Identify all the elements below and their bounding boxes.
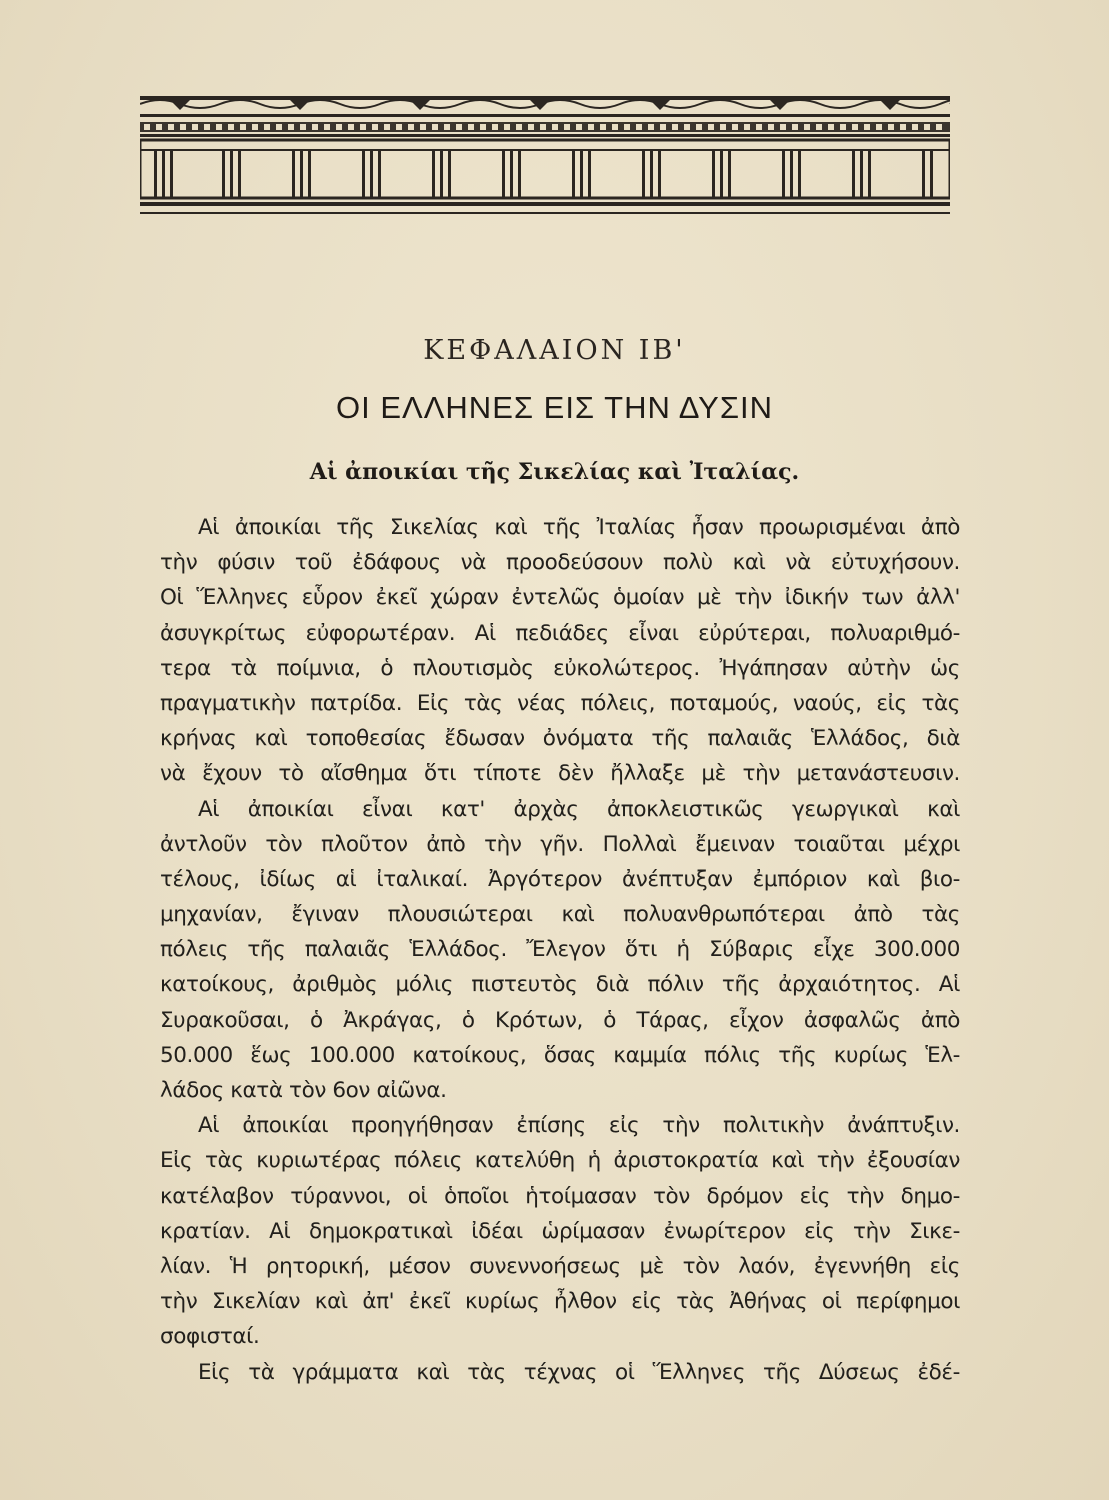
greek-frieze-ornament	[140, 92, 950, 220]
text-line: πραγματικὴν πατρίδα. Εἰς τὰς νέας πόλεις, ποταμούς, ναούς, εἰς τὰς	[160, 690, 960, 716]
page-title: ΟΙ ΕΛΛΗΝΕΣ ΕΙΣ ΤΗΝ ΔΥΣΙΝ	[335, 390, 774, 425]
text-line: κρήνας καὶ τοποθεσίας ἔδωσαν ὀνόματα τῆς παλαιᾶς Ἑλλάδος, διὰ	[160, 726, 960, 752]
text-line: τέλους, ἰδίως αἱ ἰταλικαί. Ἀργότερον ἀνέπτυξαν ἐμπόριον καὶ βιο-	[160, 866, 960, 892]
chapter-heading: ΚΕΦΑΛΑΙΟΝ ΙΒ'	[423, 335, 686, 366]
text-line: τερα τὰ ποίμνια, ὁ πλουτισμὸς εὐκολώτερος. Ἠγάπησαν αὐτὴν ὡς	[160, 655, 960, 681]
text-line: Αἱ ἀποικίαι τῆς Σικελίας καὶ τῆς Ἰταλίας ἦσαν προωρισμέναι ἀπὸ	[198, 515, 960, 540]
text-line: Οἱ Ἕλληνες εὗρον ἐκεῖ χώραν ἐντελῶς ὁμοίαν μὲ τὴν ἰδικήν των ἀλλ'	[160, 585, 960, 611]
text-line: λάδος κατὰ τὸν 6ον αἰῶνα.	[160, 1078, 447, 1103]
text-line: ἀντλοῦν τὸν πλοῦτον ἀπὸ τὴν γῆν. Πολλαὶ ἔμειναν τοιαῦται μέχρι	[160, 831, 960, 857]
text-line: λίαν. Ἡ ρητορική, μέσον συνεννοήσεως μὲ τὸν λαόν, ἐγεννήθη εἰς	[160, 1253, 960, 1279]
text-line: πόλεις τῆς παλαιᾶς Ἑλλάδος. Ἔλεγον ὅτι ἡ Σύβαρις εἶχε 300.000	[160, 937, 960, 963]
paragraph	[160, 792, 960, 1109]
text-line: Συρακοῦσαι, ὁ Ἀκράγας, ὁ Κρότων, ὁ Τάρας, εἶχον ἀσφαλῶς ἀπὸ	[160, 1007, 960, 1033]
text-line: νὰ ἔχουν τὸ αἴσθημα ὅτι τίποτε δὲν ἤλλαξε μὲ τὴν μετανάστευσιν.	[160, 761, 960, 787]
text-line: τὴν φύσιν τοῦ ἐδάφους νὰ προοδεύσουν πολὺ καὶ νὰ εὐτυχήσουν.	[160, 550, 960, 576]
body-text	[160, 510, 960, 1390]
text-line: Εἰς τὰ γράμματα καὶ τὰς τέχνας οἱ Ἕλληνες τῆς Δύσεως ἐδέ-	[198, 1359, 960, 1385]
paragraph	[160, 510, 960, 792]
text-line: Αἱ ἀποικίαι εἶναι κατ' ἀρχὰς ἀποκλειστικῶς γεωργικαὶ καὶ	[198, 796, 960, 822]
text-line: τὴν Σικελίαν καὶ ἀπ' ἐκεῖ κυρίως ἦλθον εἰς τὰς Ἀθήνας οἱ περίφημοι	[160, 1289, 960, 1315]
text-line: Αἱ ἀποικίαι προηγήθησαν ἐπίσης εἰς τὴν πολιτικὴν ἀνάπτυξιν.	[198, 1113, 960, 1139]
text-line: 50.000 ἕως 100.000 κατοίκους, ὅσας καμμία πόλις τῆς κυρίως Ἑλ-	[160, 1042, 960, 1068]
text-line: σοφισταί.	[160, 1324, 260, 1350]
section-heading: Αἱ ἀποικίαι τῆς Σικελίας καὶ Ἰταλίας.	[309, 459, 800, 485]
text-line: μηχανίαν, ἔγιναν πλουσιώτεραι καὶ πολυανθρωπότεραι ἀπὸ τὰς	[160, 902, 960, 928]
text-line: Εἰς τὰς κυριωτέρας πόλεις κατελύθη ἡ ἀριστοκρατία καὶ τὴν ἐξουσίαν	[160, 1148, 960, 1174]
text-line: ἀσυγκρίτως εὐφορωτέραν. Αἱ πεδιάδες εἶναι εὐρύτεραι, πολυαριθμό-	[160, 620, 960, 646]
text-line: κατέλαβον τύραννοι, οἱ ὁποῖοι ἡτοίμασαν τὸν δρόμον εἰς τὴν δημο-	[160, 1183, 960, 1209]
text-line: κατοίκους, ἀριθμὸς μόλις πιστευτὸς διὰ πόλιν τῆς ἀρχαιότητος. Αἱ	[160, 972, 960, 998]
paragraph	[160, 1108, 960, 1354]
text-line: κρατίαν. Αἱ δημοκρατικαὶ ἰδέαι ὡρίμασαν ἐνωρίτερον εἰς τὴν Σικε-	[160, 1218, 960, 1244]
paragraph	[160, 1355, 960, 1390]
